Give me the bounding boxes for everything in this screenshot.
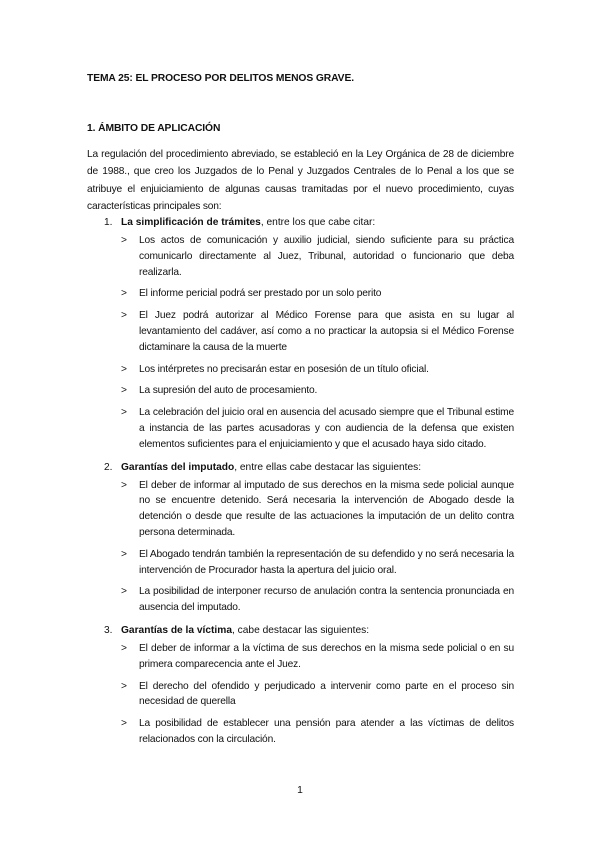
- bullet-item: [121, 716, 514, 748]
- bullet-marker: >: [121, 310, 127, 322]
- list-item-heading: [104, 214, 514, 231]
- bullet-text: El informe pericial podrá ser prestado por un solo perito: [139, 288, 382, 300]
- bullet-marker: >: [121, 385, 127, 397]
- bullet-marker: >: [121, 235, 127, 246]
- bullet-text: El derecho del ofendido y perjudicado a intervenir como parte en el proceso sin necesidad de querella: [139, 680, 514, 708]
- bullet-marker: >: [121, 680, 127, 692]
- bullet-text: El deber de informar al imputado de sus derechos en la misma sede policial aunque no se encuentre detenido. Será necesaria la intervención de Abogado desde la detención o desde que resulte de las actuaciones la imputación de un delito contra persona determinada.: [139, 479, 514, 538]
- page-number: 1: [297, 785, 303, 796]
- bullet-item: [121, 405, 514, 452]
- bullet-item: [121, 233, 514, 280]
- list-item-bold-label: La simplificación de trámites: [121, 217, 261, 228]
- list-item-heading-rest: , entre los que cabe citar:: [260, 217, 376, 228]
- bullet-item: [121, 641, 514, 673]
- bullet-text: La supresión del auto de procesamiento.: [139, 385, 318, 397]
- bullet-item: [121, 478, 514, 541]
- list-item-heading-rest: , cabe destacar las siguientes:: [231, 624, 370, 636]
- bullet-text: La posibilidad de establecer una pensión para atender a las víctimas de delitos relacionados con la circulación.: [139, 718, 514, 745]
- bullet-marker: >: [121, 548, 127, 560]
- section-heading: 1. ÁMBITO DE APLICACIÓN: [87, 123, 221, 134]
- bullet-list: [121, 641, 514, 748]
- bullet-text: El deber de informar a la víctima de sus derechos en la misma sede policial o en su primera comparecencia ante el Juez.: [139, 642, 514, 670]
- bullet-text: La posibilidad de interponer recurso de anulación contra la sentencia pronunciada en ausencia del imputado.: [139, 586, 514, 614]
- bullet-text: El Juez podrá autorizar al Médico Forense para que asista en su lugar al levantamiento del cadáver, así como a no practicar la autopsia si el Médico Forense dictaminare la causa de la muerte: [139, 310, 514, 353]
- bullet-text: Los intérpretes no precisarán estar en posesión de un título oficial.: [139, 363, 429, 375]
- list-item-heading-rest: , entre ellas cabe destacar las siguientes:: [234, 461, 422, 473]
- list-item-number: 2.: [104, 461, 113, 473]
- document-title: TEMA 25: EL PROCESO POR DELITOS MENOS GRAVE.: [87, 73, 354, 84]
- list-item-1: [104, 214, 514, 453]
- list-item-bold-label: Garantías de la víctima: [121, 624, 232, 636]
- bullet-text: El Abogado tendrán también la representación de su defendido y no será necesaria la intervención de Procurador hasta la apertura del juicio oral.: [139, 548, 514, 576]
- list-item-3: [104, 622, 514, 748]
- bullet-marker: >: [121, 718, 127, 730]
- list-item-2: [104, 459, 514, 616]
- bullet-item: [121, 383, 514, 399]
- list-item-heading: [104, 622, 514, 639]
- bullet-item: [121, 308, 514, 355]
- bullet-marker: >: [121, 288, 127, 300]
- bullet-marker: >: [121, 642, 127, 654]
- bullet-item: [121, 286, 514, 302]
- list-item-bold-label: Garantías del imputado: [121, 461, 235, 473]
- list-item-number: 1.: [104, 217, 113, 228]
- bullet-item: [121, 547, 514, 579]
- bullet-item: [121, 362, 514, 378]
- list-item-heading: [104, 459, 514, 476]
- bullet-marker: >: [121, 479, 127, 491]
- bullet-item: [121, 679, 514, 711]
- bullet-list: [121, 233, 514, 453]
- list-item-number: 3.: [104, 624, 113, 636]
- numbered-list: [104, 214, 514, 754]
- bullet-item: [121, 584, 514, 616]
- bullet-marker: >: [121, 586, 127, 598]
- bullet-marker: >: [121, 363, 127, 375]
- bullet-text: La celebración del juicio oral en ausencia del acusado siempre que el Tribunal estime a instancia de las partes acusadoras y con audiencia de la defensa que existen elementos suficientes para el enjuiciamiento y que el acusado haya sido citado.: [139, 407, 514, 450]
- bullet-list: [121, 478, 514, 616]
- intro-paragraph: La regulación del procedimiento abreviado, se estableció en la Ley Orgánica de 28 de diciembre de 1988., que creo los Juzgados de lo Penal y Juzgados Centrales de lo Penal a los que se atribuye el enjuiciamiento de algunas causas tramitadas por el nuevo procedimiento, cuyas características principales son:: [87, 149, 514, 212]
- bullet-marker: >: [121, 407, 127, 419]
- bullet-text: Los actos de comunicación y auxilio judicial, siendo suficiente para su práctica comunicarlo directamente al Juez, Tribunal, autoridad o funcionario que deba realizarla.: [139, 235, 514, 278]
